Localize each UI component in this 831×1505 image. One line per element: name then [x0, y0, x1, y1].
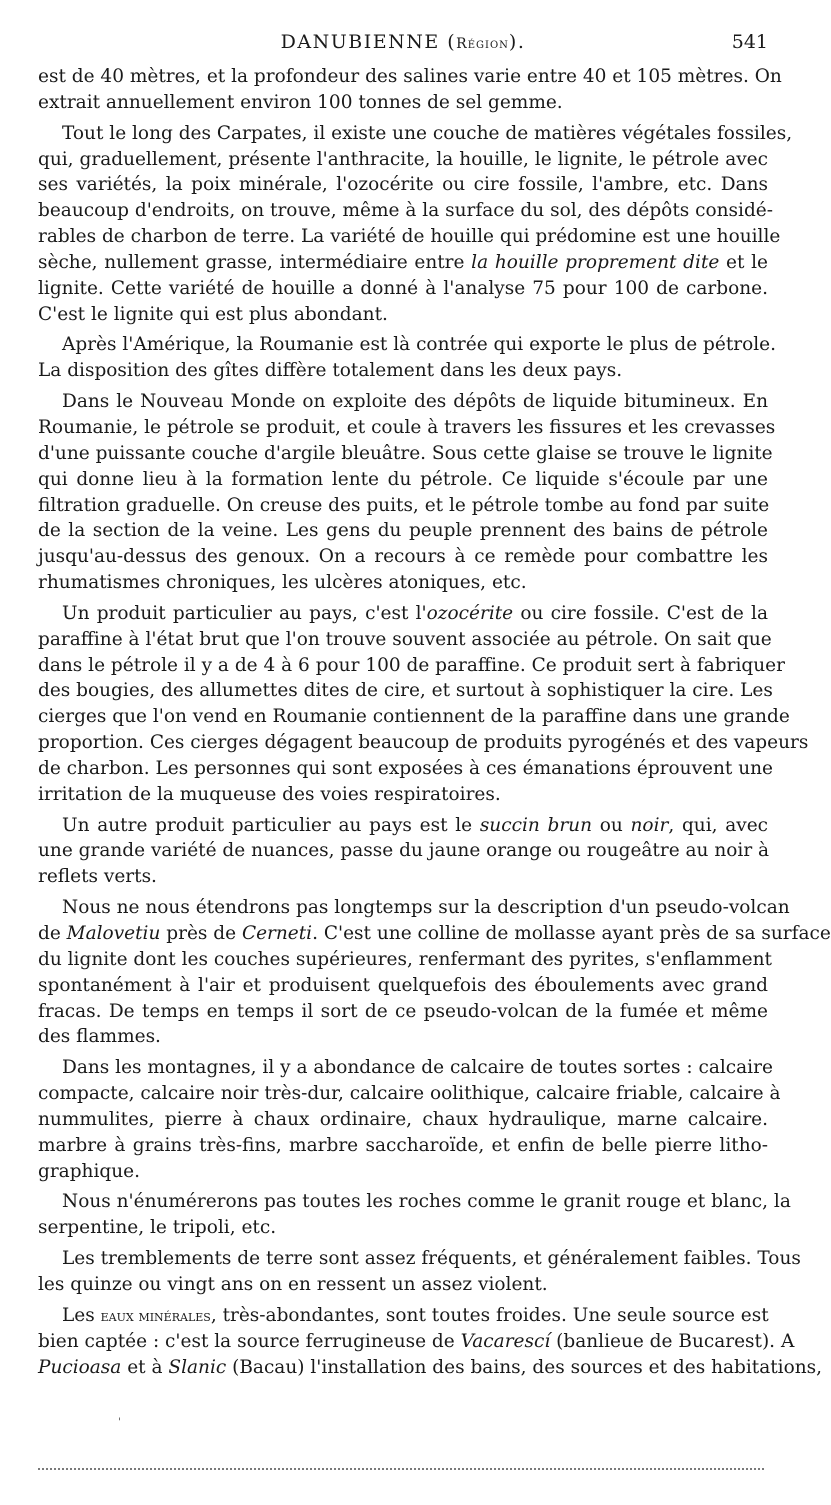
text-line: lignite. Cette variété de houille a donné à l'analyse 75 pour 100 de carbone. — [38, 277, 768, 299]
text-line: fracas. De temps en temps il sort de ce pseudo-volcan de la fumée et même — [38, 1000, 768, 1022]
text-line: jusqu'au-dessus des genoux. On a recours à ce remède pour combattre les — [38, 546, 768, 568]
footer-dotted-rule — [38, 1468, 764, 1470]
text-line: rhumatismes chroniques, les ulcères atoniques, etc. — [38, 572, 527, 594]
text-line: compacte, calcaire noir très-dur, calcaire oolithique, calcaire friable, calcaire à — [38, 1083, 781, 1105]
text-line: La disposition des gîtes diffère totalement dans les deux pays. — [38, 360, 623, 382]
text-line: Nous n'énumérerons pas toutes les roches comme le granit rouge et blanc, la — [62, 1191, 791, 1213]
italic-place: Slanic — [168, 1356, 227, 1378]
running-title-region: Région — [456, 36, 509, 52]
text-line: bien captée : c'est la source ferrugineuse de Vacarescí (banlieue de Bucarest). A — [38, 1330, 795, 1352]
text-line: Nous ne nous étendrons pas longtemps sur la description d'un pseudo-volcan — [62, 897, 790, 919]
text-line: les quinze ou vingt ans on en ressent un assez violent. — [38, 1273, 548, 1295]
text-line: qui donne lieu à la formation lente du pétrole. Ce liquide s'écoule par une — [38, 468, 768, 490]
text-line: de la section de la veine. Les gens du peuple prennent des bains de pétrole — [38, 520, 768, 542]
paragraph — [38, 895, 831, 1050]
running-title: DANUBIENNE (Région). — [280, 31, 526, 53]
italic-place: Malovetiu — [66, 923, 161, 944]
text-line: de Malovetiu près de Cerneti. C'est une colline de mollasse ayant près de sa surface — [38, 923, 831, 944]
italic-place: Pucioasa — [38, 1356, 122, 1378]
text-line: paraffine à l'état brut que l'on trouve souvent associée au pétrole. On sait que — [38, 628, 772, 650]
text-line: Un produit particulier au pays, c'est l'ozocérite ou cire fossile. C'est de la — [62, 602, 768, 624]
text-line: de charbon. Les personnes qui sont exposées à ces émanations éprouvent une — [38, 757, 773, 779]
page-number: 541 — [731, 31, 768, 53]
text-line: Roumanie, le pétrole se produit, et coule à travers les fissures et les crevasses — [38, 416, 776, 438]
text-line: Après l'Amérique, la Roumanie est là contrée qui exporte le plus de pétrole. — [62, 334, 776, 356]
text-line: beaucoup d'endroits, on trouve, même à la surface du sol, des dépôts considé- — [38, 200, 773, 222]
text-line: nummulites, pierre à chaux ordinaire, chaux hydraulique, marne calcaire. — [38, 1108, 768, 1130]
text-line: qui, graduellement, présente l'anthracite, la houille, le lignite, le pétrole avec — [38, 148, 768, 170]
text-line: des flammes. — [38, 1026, 161, 1048]
small-caps-term: eaux minérales — [100, 1306, 211, 1325]
text-line: Dans le Nouveau Monde on exploite des dépôts de liquide bitumineux. En — [62, 391, 768, 413]
paragraph — [38, 121, 793, 328]
text-line: filtration graduelle. On creuse des puits, et le pétrole tombe au fond par suite — [38, 494, 770, 516]
paragraph — [38, 1246, 801, 1298]
body-text — [38, 64, 831, 1380]
text-line: est de 40 mètres, et la profondeur des salines varie entre 40 et 105 mètres. On — [38, 66, 782, 87]
text-line: graphique. — [38, 1160, 140, 1182]
text-line: extrait annuellement environ 100 tonnes de sel gemme. — [38, 91, 563, 113]
italic-term: la houille proprement dite — [471, 251, 720, 273]
text-line: sèche, nullement grasse, intermédiaire entre la houille proprement dite et le — [38, 251, 768, 273]
paragraph — [38, 813, 768, 891]
paragraph — [38, 64, 782, 116]
text-line: Un autre produit particulier au pays est le succin brun ou noir, qui, avec — [62, 814, 769, 836]
text-line: reflets verts. — [38, 866, 157, 888]
text-line: spontanément à l'air et produisent quelquefois des éboulements avec grand — [38, 974, 768, 996]
running-title-word: DANUBIENNE — [280, 31, 440, 53]
text-line: du lignite dont les couches supérieures, renfermant des pyrites, s'enflamment — [38, 948, 772, 970]
text-line: Les tremblements de terre sont assez fréquents, et généralement faibles. Tous — [62, 1248, 801, 1270]
text-line: ses variétés, la poix minérale, l'ozocérite ou cire fossile, l'ambre, etc. Dans — [38, 174, 768, 196]
text-line: proportion. Ces cierges dégagent beaucoup de produits pyrogénés et des vapeurs — [38, 732, 809, 754]
text-line: rables de charbon de terre. La variété de houille qui prédomine est une houille — [38, 226, 781, 248]
stray-mark: ' — [118, 1417, 121, 1428]
text-line: C'est le lignite qui est plus abondant. — [38, 303, 388, 325]
italic-place: Cerneti — [241, 923, 313, 944]
paragraph — [38, 1189, 791, 1241]
text-line: serpentine, le tripoli, etc. — [38, 1217, 277, 1239]
text-line: irritation de la muqueuse des voies respiratoires. — [38, 783, 501, 805]
text-line: dans le pétrole il y a de 4 à 6 pour 100 de paraffine. Ce produit sert à fabriquer — [38, 654, 785, 676]
paragraph — [38, 1303, 823, 1381]
italic-term: noir — [630, 814, 669, 836]
text-line: des bougies, des allumettes dites de cire, et surtout à sophistiquer la cire. Les — [38, 680, 773, 702]
text-line: Les eaux minérales, très-abondantes, sont toutes froides. Une seule source est — [62, 1304, 769, 1326]
paragraph — [38, 1055, 781, 1184]
paragraph — [38, 389, 776, 596]
text-line: Dans les montagnes, il y a abondance de calcaire de toutes sortes : calcaire — [62, 1057, 773, 1079]
italic-term: ozocérite — [426, 602, 514, 624]
paragraph — [38, 332, 776, 384]
text-line: Tout le long des Carpates, il existe une couche de matières végétales fossiles, — [62, 122, 793, 144]
text-line: d'une puissante couche d'argile bleuâtre. Sous cette glaise se trouve le lignite — [38, 442, 773, 464]
text-line: marbre à grains très-fins, marbre saccharoïde, et enfin de belle pierre litho- — [38, 1134, 768, 1156]
running-header — [38, 28, 768, 58]
paragraph — [38, 601, 809, 808]
text-line: cierges que l'on vend en Roumanie contiennent de la paraffine dans une grande — [38, 706, 790, 728]
italic-term: succin brun — [479, 814, 593, 836]
text-line: Pucioasa et à Slanic (Bacau) l'installation des bains, des sources et des habitations, — [38, 1356, 823, 1378]
italic-place: Vacarescí — [460, 1330, 551, 1352]
text-line: une grande variété de nuances, passe du jaune orange ou rougeâtre au noir à — [38, 840, 770, 862]
